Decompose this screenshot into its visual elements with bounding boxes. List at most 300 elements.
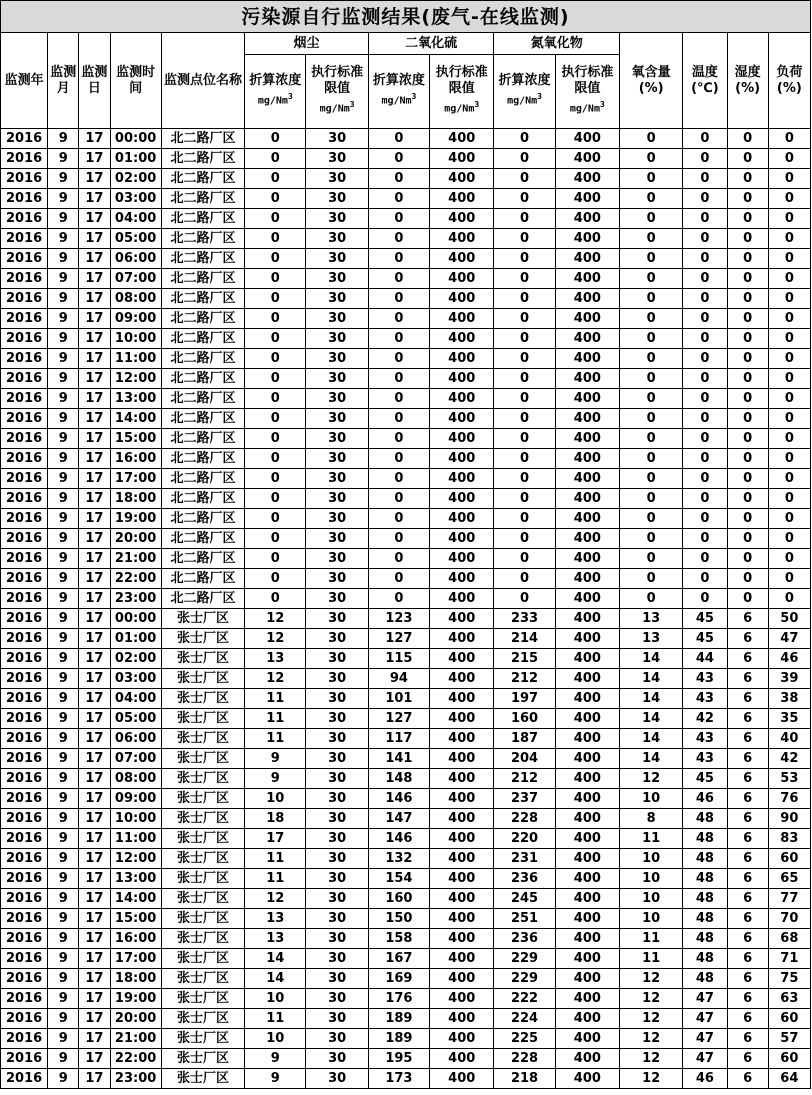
cell-humidity: 6: [727, 889, 768, 909]
cell-load: 0: [768, 409, 810, 429]
cell-day: 17: [79, 1029, 110, 1049]
cell-year: 2016: [1, 869, 48, 889]
cell-dust-conc: 14: [245, 949, 306, 969]
cell-nox-conc: 236: [494, 929, 555, 949]
cell-day: 17: [79, 409, 110, 429]
cell-nox-limit: 400: [555, 469, 619, 489]
cell-so2-conc: 0: [368, 469, 429, 489]
cell-load: 60: [768, 1009, 810, 1029]
cell-dust-limit: 30: [306, 609, 368, 629]
unit-label: [494, 89, 554, 109]
cell-dust-conc: 10: [245, 789, 306, 809]
cell-so2-limit: 400: [430, 1009, 494, 1029]
cell-nox-conc: 0: [494, 289, 555, 309]
cell-nox-limit: 400: [555, 249, 619, 269]
cell-day: 17: [79, 389, 110, 409]
cell-day: 17: [79, 809, 110, 829]
table-row: [1, 329, 811, 349]
header-conc-label: 折算浓度: [249, 73, 302, 89]
unit-superscript: 3: [537, 92, 542, 102]
cell-temperature: 0: [683, 489, 727, 509]
cell-dust-conc: 0: [245, 389, 306, 409]
cell-dust-conc: 0: [245, 369, 306, 389]
cell-site: 北二路厂区: [161, 209, 244, 229]
cell-day: 17: [79, 149, 110, 169]
cell-so2-conc: 0: [368, 409, 429, 429]
cell-day: 17: [79, 529, 110, 549]
cell-month: 9: [48, 509, 79, 529]
cell-humidity: 0: [727, 569, 768, 589]
table-row: [1, 269, 811, 289]
cell-oxygen: 14: [620, 669, 683, 689]
cell-nox-conc: 0: [494, 449, 555, 469]
cell-nox-limit: 400: [555, 529, 619, 549]
cell-dust-limit: 30: [306, 809, 368, 829]
cell-time: 14:00: [110, 889, 161, 909]
cell-temperature: 0: [683, 329, 727, 349]
cell-so2-conc: 169: [368, 969, 429, 989]
cell-time: 10:00: [110, 329, 161, 349]
cell-time: 13:00: [110, 869, 161, 889]
cell-site: 张士厂区: [161, 829, 244, 849]
cell-dust-conc: 0: [245, 429, 306, 449]
table-row: [1, 449, 811, 469]
cell-year: 2016: [1, 189, 48, 209]
cell-load: 77: [768, 889, 810, 909]
cell-dust-limit: 30: [306, 989, 368, 1009]
cell-nox-limit: 400: [555, 889, 619, 909]
cell-temperature: 0: [683, 469, 727, 489]
cell-nox-limit: 400: [555, 849, 619, 869]
table-row: [1, 1069, 811, 1089]
cell-so2-conc: 146: [368, 789, 429, 809]
cell-day: 17: [79, 189, 110, 209]
table-row: [1, 749, 811, 769]
cell-so2-conc: 173: [368, 1069, 429, 1089]
unit-label: [556, 97, 619, 117]
cell-time: 22:00: [110, 569, 161, 589]
cell-load: 46: [768, 649, 810, 669]
header-limit-label: 执行标准限值: [561, 65, 614, 97]
cell-load: 70: [768, 909, 810, 929]
cell-temperature: 47: [683, 1009, 727, 1029]
cell-dust-limit: 30: [306, 969, 368, 989]
cell-month: 9: [48, 889, 79, 909]
cell-humidity: 6: [727, 969, 768, 989]
cell-so2-limit: 400: [430, 389, 494, 409]
header-load: 负荷(%): [768, 33, 810, 129]
cell-year: 2016: [1, 489, 48, 509]
cell-temperature: 0: [683, 429, 727, 449]
cell-humidity: 6: [727, 949, 768, 969]
cell-day: 17: [79, 1069, 110, 1089]
cell-temperature: 47: [683, 989, 727, 1009]
cell-dust-conc: 9: [245, 749, 306, 769]
cell-so2-limit: 400: [430, 589, 494, 609]
cell-load: 0: [768, 229, 810, 249]
cell-oxygen: 0: [620, 589, 683, 609]
cell-time: 07:00: [110, 269, 161, 289]
cell-month: 9: [48, 769, 79, 789]
cell-oxygen: 10: [620, 849, 683, 869]
cell-time: 03:00: [110, 189, 161, 209]
cell-nox-conc: 233: [494, 609, 555, 629]
cell-humidity: 0: [727, 369, 768, 389]
table-row: [1, 789, 811, 809]
cell-so2-limit: 400: [430, 369, 494, 389]
cell-so2-limit: 400: [430, 649, 494, 669]
cell-day: 17: [79, 669, 110, 689]
cell-time: 10:00: [110, 809, 161, 829]
cell-load: 0: [768, 469, 810, 489]
cell-day: 17: [79, 449, 110, 469]
cell-site: 北二路厂区: [161, 469, 244, 489]
cell-nox-limit: 400: [555, 789, 619, 809]
cell-oxygen: 11: [620, 949, 683, 969]
cell-site: 张士厂区: [161, 1049, 244, 1069]
cell-oxygen: 14: [620, 749, 683, 769]
cell-temperature: 48: [683, 809, 727, 829]
cell-time: 17:00: [110, 469, 161, 489]
cell-humidity: 6: [727, 1049, 768, 1069]
cell-nox-limit: 400: [555, 769, 619, 789]
cell-dust-conc: 9: [245, 1069, 306, 1089]
cell-dust-conc: 0: [245, 349, 306, 369]
cell-so2-conc: 0: [368, 269, 429, 289]
cell-temperature: 47: [683, 1029, 727, 1049]
report-title: 污染源自行监测结果(废气-在线监测): [0, 0, 811, 32]
cell-so2-conc: 101: [368, 689, 429, 709]
cell-time: 23:00: [110, 1069, 161, 1089]
cell-time: 01:00: [110, 149, 161, 169]
cell-day: 17: [79, 469, 110, 489]
cell-oxygen: 0: [620, 489, 683, 509]
cell-so2-limit: 400: [430, 909, 494, 929]
cell-oxygen: 0: [620, 389, 683, 409]
cell-so2-limit: 400: [430, 989, 494, 1009]
cell-dust-conc: 10: [245, 989, 306, 1009]
cell-dust-conc: 0: [245, 209, 306, 229]
cell-day: 17: [79, 629, 110, 649]
cell-time: 11:00: [110, 349, 161, 369]
cell-load: 0: [768, 369, 810, 389]
unit-text: mg/Nm: [319, 103, 350, 115]
table-body: [1, 129, 811, 1089]
cell-nox-limit: 400: [555, 489, 619, 509]
table-row: [1, 549, 811, 569]
cell-temperature: 44: [683, 649, 727, 669]
cell-load: 42: [768, 749, 810, 769]
cell-temperature: 0: [683, 169, 727, 189]
cell-site: 北二路厂区: [161, 249, 244, 269]
cell-year: 2016: [1, 649, 48, 669]
cell-oxygen: 12: [620, 1009, 683, 1029]
cell-dust-limit: 30: [306, 449, 368, 469]
cell-oxygen: 0: [620, 129, 683, 149]
table-row: [1, 469, 811, 489]
cell-nox-limit: 400: [555, 149, 619, 169]
cell-day: 17: [79, 789, 110, 809]
cell-year: 2016: [1, 569, 48, 589]
cell-load: 0: [768, 209, 810, 229]
table-row: [1, 949, 811, 969]
cell-day: 17: [79, 369, 110, 389]
cell-so2-conc: 127: [368, 709, 429, 729]
cell-so2-limit: 400: [430, 349, 494, 369]
cell-month: 9: [48, 429, 79, 449]
cell-nox-conc: 0: [494, 349, 555, 369]
cell-so2-conc: 141: [368, 749, 429, 769]
cell-humidity: 6: [727, 829, 768, 849]
cell-so2-limit: 400: [430, 329, 494, 349]
cell-time: 18:00: [110, 489, 161, 509]
cell-dust-limit: 30: [306, 1049, 368, 1069]
cell-oxygen: 0: [620, 429, 683, 449]
cell-day: 17: [79, 349, 110, 369]
cell-load: 83: [768, 829, 810, 849]
cell-site: 北二路厂区: [161, 129, 244, 149]
cell-temperature: 45: [683, 609, 727, 629]
cell-dust-conc: 0: [245, 129, 306, 149]
cell-temperature: 0: [683, 309, 727, 329]
cell-so2-limit: 400: [430, 509, 494, 529]
cell-so2-limit: 400: [430, 249, 494, 269]
cell-dust-conc: 17: [245, 829, 306, 849]
cell-temperature: 43: [683, 729, 727, 749]
cell-day: 17: [79, 929, 110, 949]
cell-dust-conc: 11: [245, 689, 306, 709]
unit-superscript: 3: [474, 100, 480, 110]
cell-dust-limit: 30: [306, 529, 368, 549]
cell-nox-limit: 400: [555, 829, 619, 849]
cell-day: 17: [79, 309, 110, 329]
cell-dust-conc: 11: [245, 729, 306, 749]
cell-humidity: 0: [727, 229, 768, 249]
cell-so2-limit: 400: [430, 469, 494, 489]
cell-dust-conc: 9: [245, 769, 306, 789]
cell-humidity: 6: [727, 609, 768, 629]
cell-so2-conc: 150: [368, 909, 429, 929]
cell-oxygen: 0: [620, 449, 683, 469]
cell-time: 09:00: [110, 309, 161, 329]
cell-time: 23:00: [110, 589, 161, 609]
cell-year: 2016: [1, 469, 48, 489]
cell-so2-limit: 400: [430, 1069, 494, 1089]
cell-dust-limit: 30: [306, 689, 368, 709]
cell-time: 04:00: [110, 209, 161, 229]
cell-year: 2016: [1, 1009, 48, 1029]
cell-dust-conc: 0: [245, 509, 306, 529]
cell-year: 2016: [1, 609, 48, 629]
cell-load: 75: [768, 969, 810, 989]
cell-dust-conc: 12: [245, 669, 306, 689]
cell-temperature: 43: [683, 669, 727, 689]
cell-nox-limit: 400: [555, 389, 619, 409]
cell-so2-conc: 0: [368, 369, 429, 389]
cell-temperature: 0: [683, 449, 727, 469]
cell-nox-limit: 400: [555, 989, 619, 1009]
cell-nox-limit: 400: [555, 449, 619, 469]
cell-temperature: 48: [683, 849, 727, 869]
cell-so2-conc: 0: [368, 149, 429, 169]
unit-superscript: 3: [287, 92, 293, 102]
cell-humidity: 6: [727, 649, 768, 669]
cell-year: 2016: [1, 709, 48, 729]
cell-dust-conc: 12: [245, 629, 306, 649]
cell-month: 9: [48, 449, 79, 469]
cell-site: 张士厂区: [161, 949, 244, 969]
cell-load: 40: [768, 729, 810, 749]
cell-dust-limit: 30: [306, 269, 368, 289]
cell-time: 05:00: [110, 229, 161, 249]
cell-load: 0: [768, 509, 810, 529]
cell-nox-limit: 400: [555, 649, 619, 669]
header-month: 监测月: [48, 33, 79, 129]
cell-dust-conc: 11: [245, 1009, 306, 1029]
cell-month: 9: [48, 329, 79, 349]
cell-so2-conc: 0: [368, 449, 429, 469]
cell-nox-limit: 400: [555, 429, 619, 449]
cell-month: 9: [48, 749, 79, 769]
cell-year: 2016: [1, 309, 48, 329]
cell-day: 17: [79, 209, 110, 229]
cell-day: 17: [79, 969, 110, 989]
cell-time: 12:00: [110, 369, 161, 389]
cell-day: 17: [79, 869, 110, 889]
cell-so2-conc: 146: [368, 829, 429, 849]
cell-so2-conc: 154: [368, 869, 429, 889]
cell-nox-limit: 400: [555, 869, 619, 889]
cell-so2-conc: 0: [368, 329, 429, 349]
cell-so2-limit: 400: [430, 549, 494, 569]
cell-year: 2016: [1, 209, 48, 229]
table-row: [1, 349, 811, 369]
cell-humidity: 6: [727, 709, 768, 729]
cell-month: 9: [48, 849, 79, 869]
cell-load: 64: [768, 1069, 810, 1089]
cell-nox-limit: 400: [555, 409, 619, 429]
cell-humidity: 6: [727, 729, 768, 749]
cell-humidity: 0: [727, 489, 768, 509]
cell-oxygen: 0: [620, 229, 683, 249]
cell-nox-conc: 0: [494, 309, 555, 329]
cell-day: 17: [79, 589, 110, 609]
cell-temperature: 48: [683, 949, 727, 969]
cell-so2-limit: 400: [430, 829, 494, 849]
cell-year: 2016: [1, 829, 48, 849]
cell-oxygen: 0: [620, 249, 683, 269]
cell-dust-limit: 30: [306, 869, 368, 889]
cell-nox-limit: 400: [555, 189, 619, 209]
cell-nox-conc: 0: [494, 269, 555, 289]
cell-temperature: 0: [683, 389, 727, 409]
cell-nox-conc: 0: [494, 549, 555, 569]
cell-temperature: 0: [683, 209, 727, 229]
cell-so2-limit: 400: [430, 149, 494, 169]
cell-month: 9: [48, 389, 79, 409]
cell-load: 0: [768, 569, 810, 589]
cell-load: 0: [768, 529, 810, 549]
cell-nox-limit: 400: [555, 609, 619, 629]
cell-dust-limit: 30: [306, 349, 368, 369]
cell-oxygen: 0: [620, 289, 683, 309]
cell-nox-limit: 400: [555, 969, 619, 989]
cell-nox-limit: 400: [555, 909, 619, 929]
cell-humidity: 0: [727, 189, 768, 209]
cell-humidity: 0: [727, 449, 768, 469]
cell-year: 2016: [1, 689, 48, 709]
cell-time: 09:00: [110, 789, 161, 809]
cell-nox-limit: 400: [555, 1029, 619, 1049]
cell-month: 9: [48, 169, 79, 189]
cell-dust-conc: 0: [245, 469, 306, 489]
cell-year: 2016: [1, 669, 48, 689]
cell-nox-conc: 245: [494, 889, 555, 909]
unit-text: mg/Nm: [507, 95, 538, 107]
cell-oxygen: 12: [620, 1029, 683, 1049]
cell-time: 01:00: [110, 629, 161, 649]
table-row: [1, 849, 811, 869]
cell-dust-conc: 0: [245, 569, 306, 589]
cell-humidity: 0: [727, 269, 768, 289]
cell-humidity: 0: [727, 249, 768, 269]
cell-year: 2016: [1, 789, 48, 809]
cell-time: 02:00: [110, 649, 161, 669]
cell-humidity: 6: [727, 909, 768, 929]
cell-nox-conc: 0: [494, 529, 555, 549]
cell-time: 16:00: [110, 449, 161, 469]
cell-site: 张士厂区: [161, 789, 244, 809]
cell-so2-limit: 400: [430, 1049, 494, 1069]
cell-nox-limit: 400: [555, 329, 619, 349]
cell-day: 17: [79, 1049, 110, 1069]
cell-year: 2016: [1, 769, 48, 789]
cell-dust-limit: 30: [306, 1029, 368, 1049]
cell-dust-limit: 30: [306, 329, 368, 349]
cell-humidity: 6: [727, 669, 768, 689]
cell-dust-limit: 30: [306, 509, 368, 529]
cell-nox-limit: 400: [555, 369, 619, 389]
header-year: 监测年: [1, 33, 48, 129]
cell-so2-conc: 0: [368, 429, 429, 449]
cell-oxygen: 0: [620, 269, 683, 289]
cell-site: 北二路厂区: [161, 269, 244, 289]
cell-year: 2016: [1, 229, 48, 249]
table-row: [1, 529, 811, 549]
cell-time: 19:00: [110, 509, 161, 529]
cell-dust-limit: 30: [306, 949, 368, 969]
cell-humidity: 0: [727, 329, 768, 349]
cell-oxygen: 10: [620, 869, 683, 889]
cell-load: 65: [768, 869, 810, 889]
cell-load: 0: [768, 129, 810, 149]
unit-label: [430, 97, 493, 117]
cell-site: 北二路厂区: [161, 489, 244, 509]
cell-so2-conc: 0: [368, 569, 429, 589]
cell-nox-conc: 187: [494, 729, 555, 749]
cell-month: 9: [48, 829, 79, 849]
cell-load: 0: [768, 349, 810, 369]
cell-site: 张士厂区: [161, 1069, 244, 1089]
cell-month: 9: [48, 289, 79, 309]
cell-site: 张士厂区: [161, 929, 244, 949]
cell-year: 2016: [1, 149, 48, 169]
cell-dust-limit: 30: [306, 189, 368, 209]
cell-nox-conc: 0: [494, 489, 555, 509]
table-row: [1, 309, 811, 329]
cell-day: 17: [79, 729, 110, 749]
cell-nox-conc: 0: [494, 189, 555, 209]
